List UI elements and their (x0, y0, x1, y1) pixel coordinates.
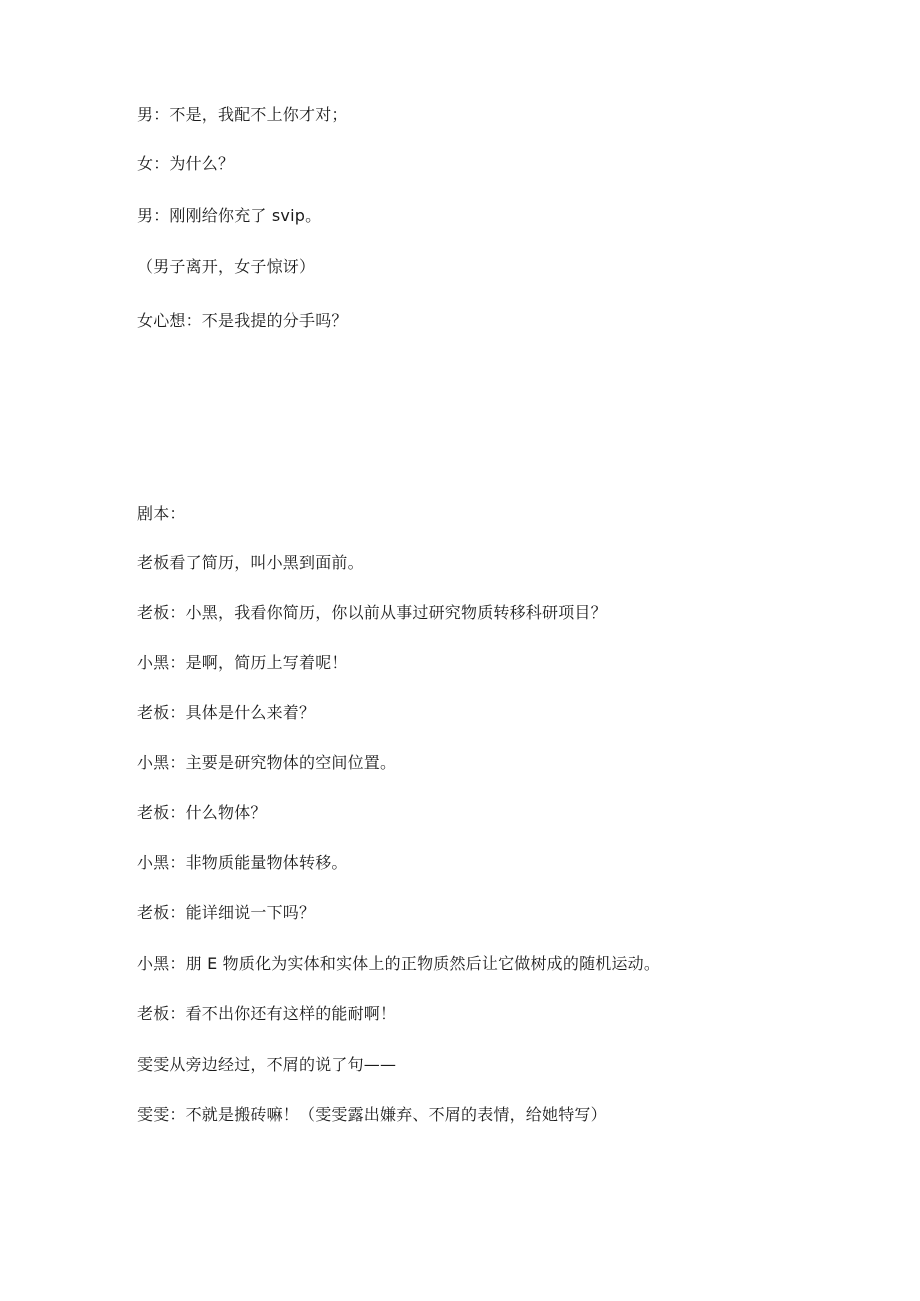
dialogue-line: 老板：能详细说一下吗？ (137, 903, 316, 922)
stage-direction: （男子离开，女子惊讶） (137, 257, 316, 276)
dialogue-line: 老板：具体是什么来着？ (137, 703, 316, 722)
dialogue-line: 老板：什么物体？ (137, 803, 267, 822)
dialogue-line: 男：不是，我配不上你才对； (137, 105, 348, 124)
narration-line: 老板看了简历，叫小黑到面前。 (137, 553, 364, 572)
narration-line: 雯雯从旁边经过，不屑的说了句—— (137, 1055, 397, 1074)
dialogue-line: 男：刚刚给你充了 svip。 (137, 206, 322, 225)
dialogue-line: 女：为什么？ (137, 154, 235, 173)
dialogue-line: 小黑：主要是研究物体的空间位置。 (137, 753, 397, 772)
dialogue-line: 老板：看不出你还有这样的能耐啊！ (137, 1004, 397, 1023)
dialogue-line: 小黑：是啊，简历上写着呢！ (137, 653, 348, 672)
dialogue-line: 老板：小黑，我看你简历，你以前从事过研究物质转移科研项目？ (137, 603, 607, 622)
dialogue-line: 女心想：不是我提的分手吗？ (137, 311, 348, 330)
script-heading: 剧本： (137, 504, 186, 523)
dialogue-line: 雯雯：不就是搬砖嘛！（雯雯露出嫌弃、不屑的表情，给她特写） (137, 1105, 607, 1124)
dialogue-line: 小黑：朋 E 物质化为实体和实体上的正物质然后让它做树成的随机运动。 (137, 954, 661, 973)
dialogue-line: 小黑：非物质能量物体转移。 (137, 853, 348, 872)
